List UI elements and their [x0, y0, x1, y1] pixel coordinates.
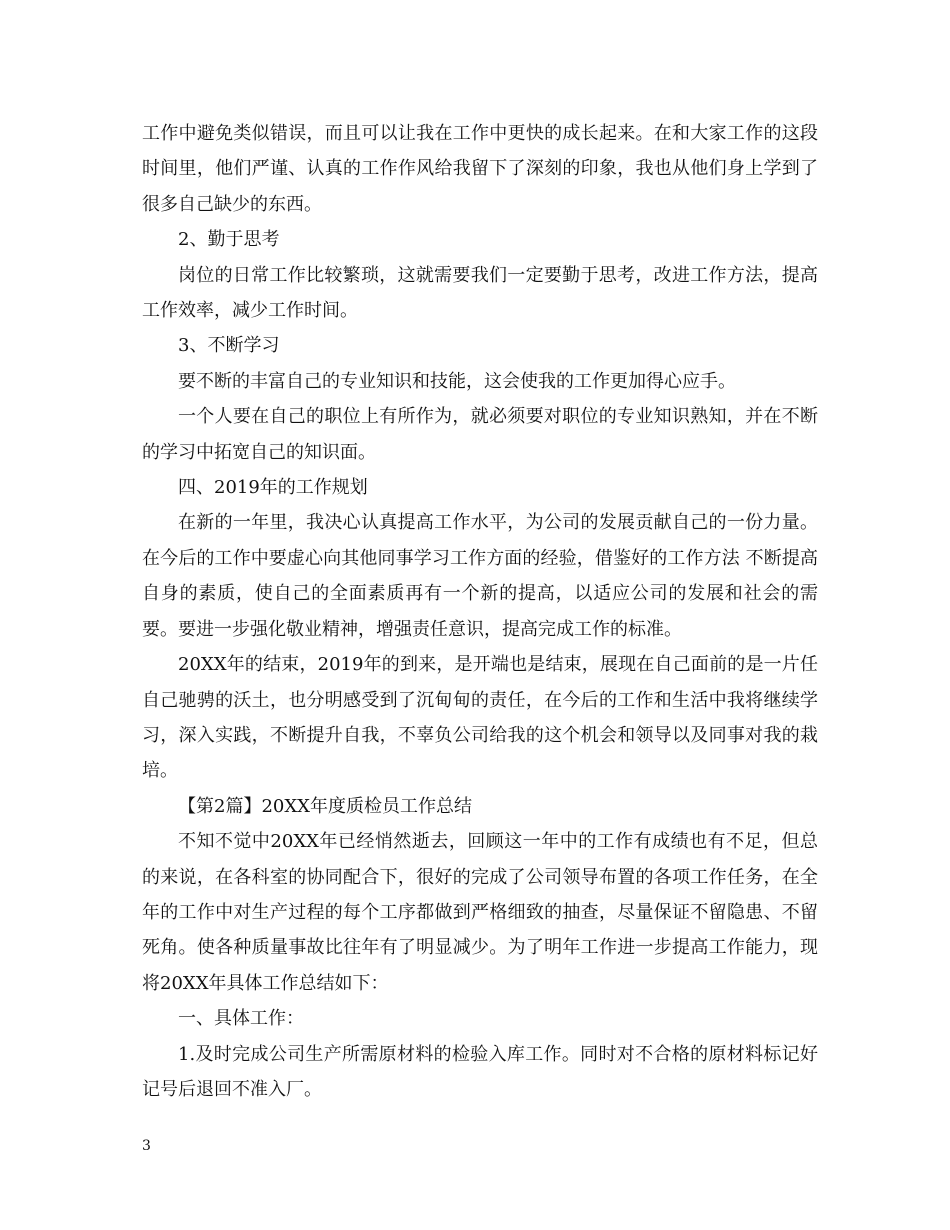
paragraph: 不知不觉中20XX年已经悄然逝去，回顾这一年中的工作有成绩也有不足，但总的来说，在各科室的协同配合下，很好的完成了公司领导布置的各项工作任务，在全年的工作中对生产过程的每个工序都做到严格细致的抽查，尽量保证不留隐患、不留死角。使各种质量事故比往年有了明显减少。为了明年工作进一步提高工作能力，现将20XX年具体工作总结如下：: [142, 831, 818, 994]
section-heading: 四、2019年的工作规划: [178, 477, 368, 499]
paragraph: 岗位的日常工作比较繁琐，这就需要我们一定要勤于思考，改进工作方法，提高工作效率，减少工作时间。: [142, 264, 818, 322]
document-body: [142, 116, 818, 1107]
section-heading: 2、勤于思考: [178, 229, 280, 251]
paragraph: 在新的一年里，我决心认真提高工作水平，为公司的发展贡献自己的一份力量。在今后的工作中要虚心向其他同事学习工作方面的经验，借鉴好的工作方法 不断提高自身的素质，使自己的全面素质再有一个新的提高，以适应公司的发展和社会的需要。要进一步强化敬业精神，增强责任意识，提高完成工作的标准。: [142, 512, 818, 640]
paragraph: 20XX年的结束，2019年的到来，是开端也是结束，展现在自己面前的是一片任自己驰骋的沃土，也分明感受到了沉甸甸的责任，在今后的工作和生活中我将继续学习，深入实践，不断提升自我，不辜负公司给我的这个机会和领导以及同事对我的栽培。: [142, 654, 818, 782]
page-number: 3: [142, 1138, 151, 1154]
paragraph: 要不断的丰富自己的专业知识和技能，这会使我的工作更加得心应手。: [178, 370, 736, 392]
paragraph: 一个人要在自己的职位上有所作为，就必须要对职位的专业知识熟知，并在不断的学习中拓宽自己的知识面。: [142, 406, 818, 463]
paragraph: 1.及时完成公司生产所需原材料的检验入库工作。同时对不合格的原材料标记好记号后退回不准入厂。: [142, 1043, 818, 1100]
paragraph: 工作中避免类似错误，而且可以让我在工作中更快的成长起来。在和大家工作的这段时间里，他们严谨、认真的工作作风给我留下了深刻的印象，我也从他们身上学到了很多自己缺少的东西。: [142, 123, 818, 215]
article-title: 【第2篇】20XX年度质检员工作总结: [178, 795, 472, 817]
section-heading: 一、具体工作：: [178, 1008, 304, 1030]
section-heading: 3、不断学习: [178, 335, 280, 357]
